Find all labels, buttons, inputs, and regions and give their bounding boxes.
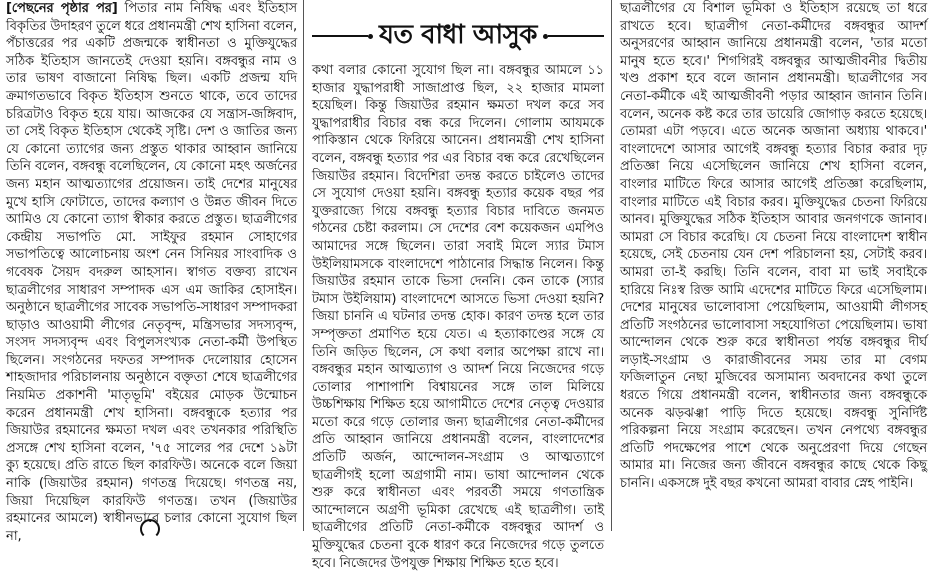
continuation-label: [পেছনের পৃষ্ঠার পর] (6, 1, 118, 16)
article-column-1 (6, 0, 297, 544)
headline-rule-right (548, 35, 604, 37)
column-divider-2 (611, 0, 612, 531)
column-3-body: ছাত্রলীগের যে বিশাল ভূমিকা ও ইতিহাস রয়েছে তা ধরে রাখতে হবে। ছাত্রলীগ নেতা-কর্মীদের বঙ্গবন্ধুর আদর্শ অনুসরণের আহ্বান জানিয়ে প্রধানমন্ত্রী বলেন, 'তার মতো মানুষ হতে হবে।' শিগগিরই বঙ্গবন্ধুর আত্মজীবনীর দ্বিতীয় খণ্ড প্রকাশ হবে বলে জানান প্রধানমন্ত্রী। ছাত্রলীগের সব নেতা-কর্মীকে এই আত্মজীবনী পড়ার আহ্বান জানান তিনি। বলেন, অনেক কষ্ট করে তার ডায়েরি জোগাড় করতে হয়েছে। তোমরা এটা পড়বে। এতে অনেক অজানা অধ্যায় থাকবে।' বাংলাদেশে আসার আগেই বঙ্গবন্ধু হত্যার বিচার করার দৃঢ় প্রতিজ্ঞা নিয়ে এসেছিলেন জানিয়ে শেখ হাসিনা বলেন, বাংলার মাটিতে ফিরে আসার আগেই প্রতিজ্ঞা করেছিলাম, বাংলার মাটিতে এই বিচার করব। মুক্তিযুদ্ধের চেতনা ফিরিয়ে আনব। মুক্তিযুদ্ধের সঠিক ইতিহাস আবার জনগণকে জানাব। আমরা সে বিচার করেছি। যে চেতনা নিয়ে বাংলাদেশ স্বাধীন হয়েছে, সেই চেতনায় যেন দেশ পরিচালনা হয়, সেটাই করব। আমরা তা-ই করছি। তিনি বলেন, বাবা মা ভাই সবাইকে হারিয়ে নিঃস্ব রিক্ত আমি এদেশের মাটিতে ফিরে এসেছিলাম। দেশের মানুষের ভালোবাসা পেয়েছিলাম, আওয়ামী লীগসহ প্রতিটি সংগঠনের ভালোবাসা সহযোগিতা পেয়েছিলাম। ভাষা আন্দোলন থেকে শুরু করে স্বাধীনতা পর্যন্ত বঙ্গবন্ধুর দীর্ঘ লড়াই-সংগ্রাম ও কারাজীবনের সময় তার মা বেগম ফজিলাতুন নেছা মুজিবের অসামান্য অবদানের কথা তুলে ধরতে গিয়ে প্রধানমন্ত্রী বলেন, স্বাধীনতার জন্য বঙ্গবন্ধুকে অনেক ঝড়ঝঞ্ঝা পাড়ি দিতে হয়েছে। বঙ্গবন্ধু সুনির্দিষ্ট পরিকল্পনা নিয়ে সংগ্রাম করেছেন। তখন নেপথ্যে বঙ্গবন্ধুর প্রতিটি পদক্ষেপের পাশে থেকে অনুপ্রেরণা দিয়ে গেছেন আমার মা। নিজের জন্য জীবনে বঙ্গবন্ধুর কাছে থেকে কিছু চাননি। একসঙ্গে দুই বছর কখনো আমরা বাবার স্নেহ পাইনি। (620, 1, 927, 492)
article-column-2 (312, 62, 604, 571)
column-2-body: কথা বলার কোনো সুযোগ ছিল না। বঙ্গবন্ধুর আমলে ১১ হাজার যুদ্ধাপরাধী সাজাপ্রাপ্ত ছিল, ২২ হাজার মামলা হয়েছিল। কিন্তু জিয়াউর রহমান ক্ষমতা দখল করে সব যুদ্ধাপরাধীর বিচার বন্ধ করে দিলেন। গোলাম আযমকে পাকিস্তান থেকে ফিরিয়ে আনেন। প্রধানমন্ত্রী শেখ হাসিনা বলেন, বঙ্গবন্ধু হত্যার পর এর বিচার বন্ধ করে রেখেছিলেন জিয়াউর রহমান। বিদেশিরা তদন্ত করতে চাইলেও তাদের সে সুযোগ দেওয়া হয়নি। বঙ্গবন্ধু হত্যার কয়েক বছর পর যুক্তরাজ্যে গিয়ে বঙ্গবন্ধু হত্যার বিচার দাবিতে জনমত গঠনের চেষ্টা করলাম। সে দেশের বেশ কয়েকজন এমপিও আমাদের সঙ্গে ছিলেন। তারা সবাই মিলে স্যার টমাস উইলিয়ামসকে বাংলাদেশে পাঠানোর সিদ্ধান্ত নিলেন। কিন্তু জিয়াউর রহমান তাকে ভিসা দেননি। কেন তাকে (স্যার টমাস উইলিয়াম) বাংলাদেশে আসতে ভিসা দেওয়া হয়নি? জিয়া চাননি এ ঘটনার তদন্ত হোক। কারণ তদন্ত হলে তার সম্পৃক্ততা প্রমাণিত হয়ে যেত। এ হত্যাকাণ্ডের সঙ্গে যে তিনি জড়িত ছিলেন, সে কথা বলার অপেক্ষা রাখে না। বঙ্গবন্ধুর মহান আত্মত্যাগ ও আদর্শ নিয়ে নিজেদের গড়ে তোলার পাশাপাশি বিশ্বায়নের সঙ্গে তাল মিলিয়ে উচ্চশিক্ষায় শিক্ষিত হয়ে আগামীতে দেশের নেতৃত্ব দেওয়ার মতো করে গড়ে তোলার জন্য ছাত্রলীগের নেতা-কর্মীদের প্রতি আহ্বান জানিয়ে প্রধানমন্ত্রী বলেন, বাংলাদেশের প্রতিটি অর্জন, আন্দোলন-সংগ্রাম ও আত্মত্যাগে ছাত্রলীগই হলো অগ্রগামী নাম। ভাষা আন্দোলন থেকে শুরু করে স্বাধীনতা এবং পরবর্তী সময়ে গণতান্ত্রিক আন্দোলনে অগ্রণী ভূমিকা রেখেছে এই ছাত্রলীগ। তাই ছাত্রলীগের প্রতিটি নেতা-কর্মীকে বঙ্গবন্ধুর আদর্শ ও মুক্তিযুদ্ধের চেতনা বুকে ধারণ করে নিজেদের গড়ে তুলতে হবে। নিজেদের উপযুক্ত শিক্ষায় শিক্ষিত হতে হবে। (312, 63, 604, 571)
column-1-text (6, 0, 297, 545)
cropped-glyph-icon (140, 519, 160, 539)
column-divider-1 (303, 0, 304, 531)
headline: যত বাধা আসুক (379, 20, 537, 50)
headline-banner (312, 16, 604, 56)
article-column-3 (620, 0, 927, 531)
column-1-body: পিতার নাম নিষিদ্ধ এবং ইতিহাস বিকৃতির উদাহরণ তুলে ধরে প্রধানমন্ত্রী শেখ হাসিনা বলেন, পঁচাত্তরের পর একটি প্রজন্মকে স্বাধীনতা ও মুক্তিযুদ্ধের সঠিক ইতিহাস জানতেই দেওয়া হয়নি। বঙ্গবন্ধুর নাম ও তার ভাষণ বাজানো নিষিদ্ধ ছিল। একটি প্রজন্ম যদি ক্রমাগতভাবে বিকৃত ইতিহাস শুনতে থাকে, তবে তাদের চরিত্রটাও বিকৃত হয়ে যায়। আজকের যে সন্ত্রাস-জঙ্গিবাদ, তা সেই বিকৃত ইতিহাস থেকেই সৃষ্টি। দেশ ও জাতির জন্য যে কোনো ত্যাগের জন্য প্রস্তুত থাকার আহ্বান জানিয়ে তিনি বলেন, বঙ্গবন্ধু বলেছিলেন, যে কোনো মহৎ অর্জনের জন্য মহান আত্মত্যাগের প্রয়োজন। তাই দেশের মানুষের মুখে হাসি ফোটাতে, তাদের কল্যাণ ও উন্নত জীবন দিতে আমিও যে কোনো ত্যাগ স্বীকার করতে প্রস্তুত। ছাত্রলীগের কেন্দ্রীয় সভাপতি মো. সাইফুর রহমান সোহাগের সভাপতিত্বে আলোচনায় অংশ নেন সিনিয়র সাংবাদিক ও গবেষক সৈয়দ বদরুল আহসান। স্বাগত বক্তব্য রাখেন ছাত্রলীগের সাধারণ সম্পাদক এস এম জাকির হোসাইন। অনুষ্ঠানে ছাত্রলীগের সাবেক সভাপতি-সাধারণ সম্পাদকরা ছাড়াও আওয়ামী লীগের নেতৃবৃন্দ, মন্ত্রিসভার সদস্যবৃন্দ, সংসদ সদস্যবৃন্দ এবং বিপুলসংখ্যক নেতা-কর্মী উপস্থিত ছিলেন। সংগঠনের দফতর সম্পাদক দেলোয়ার হোসেন শাহজাদার পরিচালনায় অনুষ্ঠানে বক্তৃতা শেষে ছাত্রলীগের নিয়মিত প্রকাশনী 'মাতৃভূমি' বইয়ের মোড়ক উন্মোচন করেন প্রধানমন্ত্রী শেখ হাসিনা। বঙ্গবন্ধুকে হত্যার পর জিয়াউর রহমানের ক্ষমতা দখল এবং তখনকার পরিস্থিতি প্রসঙ্গে শেখ হাসিনা বলেন, '৭৫ সালের পর দেশে ১৯টা ক্যু হয়েছে। প্রতি রাতে ছিল কারফিউ। অনেকে বলে জিয়া নাকি (জিয়াউর রহমান) গণতন্ত্র দিয়েছে। গণতন্ত্র নয়, জিয়া দিয়েছিল কারফিউ গণতন্ত্র। তখন (জিয়াউর রহমানের আমলে) স্বাধীনভাবে চলার কোনো সুযোগ ছিল না, (6, 1, 297, 544)
headline-rule-left (312, 35, 368, 37)
